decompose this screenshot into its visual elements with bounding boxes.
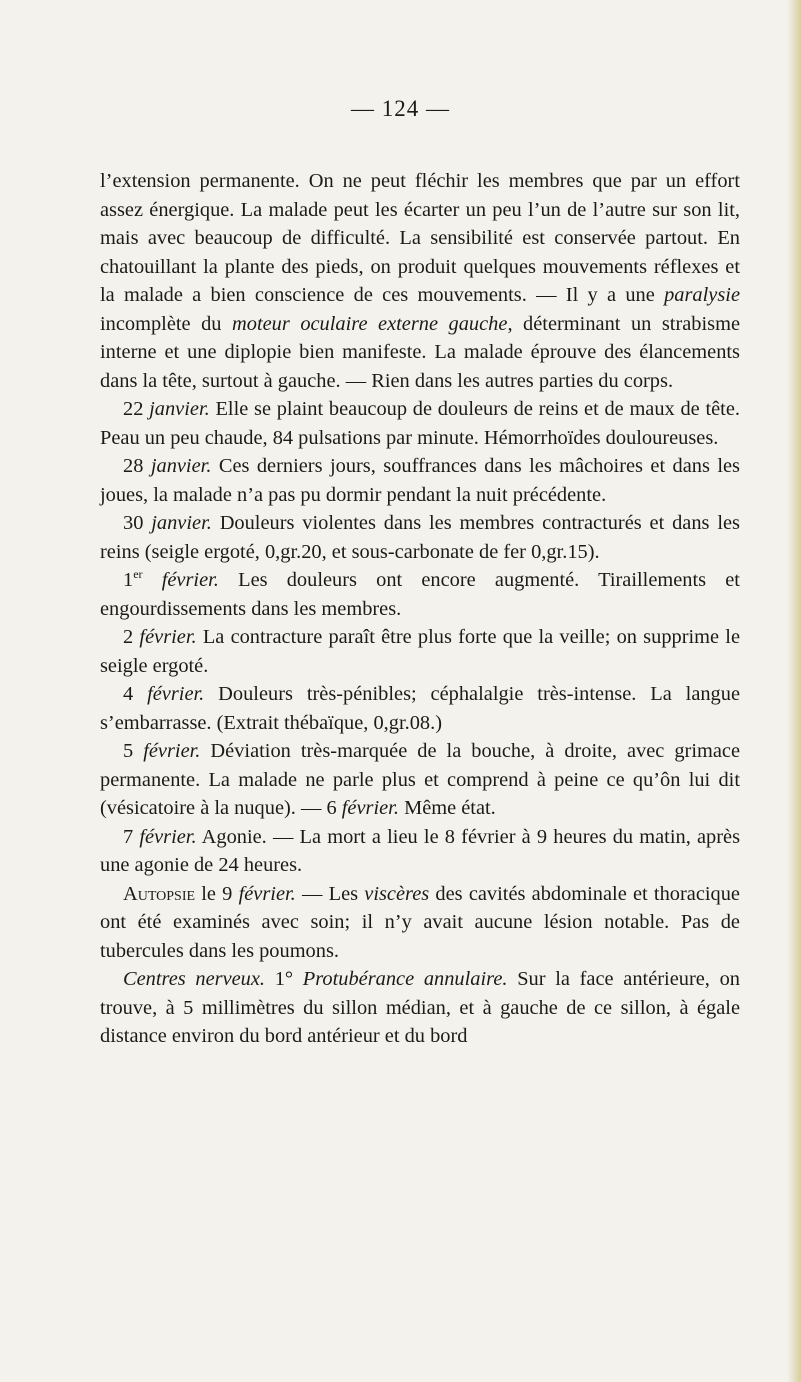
- text-run: Agonie. — La mort a lieu le 8 février à 9 heures du matin, après une agonie de 24 heures.: [100, 825, 741, 876]
- text-run: Elle se plaint beaucoup de douleurs de reins et de maux de tête. Peau un peu chaude, 84 pulsations par minute. Hémorrhoïdes douloureuses.: [100, 398, 740, 449]
- text-run: 5: [123, 740, 144, 762]
- text-run: Les douleurs ont encore augmenté. Tiraillements et engourdissements dans les membres.: [100, 569, 740, 620]
- text-run: Sur la face antérieure, on trouve, à 5 millimètres du sillon médian, et à gauche de ce sillon, à égale distance environ du bord antérieur et du bord: [100, 968, 740, 1047]
- italic-text: janvier.: [151, 512, 212, 534]
- italic-text: février.: [147, 683, 205, 705]
- paragraph: [100, 509, 740, 566]
- italic-text: viscères: [364, 882, 430, 905]
- paragraph: [100, 395, 740, 452]
- italic-text: janvier.: [149, 398, 210, 420]
- paragraph: [100, 680, 740, 737]
- paragraph: [100, 452, 740, 509]
- page-number: — 124 —: [351, 96, 450, 121]
- text-run: Même état.: [398, 797, 496, 819]
- paragraph: [100, 167, 740, 395]
- paragraph: [100, 566, 740, 623]
- italic-text: février.: [139, 825, 197, 848]
- italic-text: février.: [143, 740, 201, 762]
- small-caps-text: Autopsie: [123, 882, 196, 905]
- italic-text: Protubérance annulaire.: [302, 968, 508, 990]
- superscript: er: [133, 567, 143, 582]
- paragraph: [100, 823, 740, 880]
- text-run: 30: [123, 512, 152, 534]
- italic-text: paralysie: [664, 284, 740, 306]
- text-run: 28: [123, 455, 151, 477]
- text-run: 7: [123, 825, 140, 848]
- italic-text: janvier.: [150, 455, 212, 477]
- italic-text: février.: [139, 626, 197, 648]
- paragraph: [100, 965, 740, 1051]
- italic-text: février.: [341, 797, 399, 819]
- italic-text: février.: [161, 569, 219, 591]
- text-run: Déviation très-marquée de la bouche, à droite, avec grimace permanente. La malade ne parle plus et comprend à peine ce qu’ôn lui dit (vésicatoire à la nuque). — 6: [100, 740, 741, 819]
- text-run: 1: [123, 569, 134, 591]
- text-run: , déterminant un strabisme interne et une diplopie bien manifeste. La malade éprouve des élancements dans la tête, surtout à gauche. — Rien dans les autres parties du corps.: [100, 312, 741, 392]
- paragraph: [100, 880, 740, 966]
- text-run: 22: [123, 398, 150, 420]
- page-edge-shadow: [787, 0, 801, 1382]
- body-text: [100, 167, 740, 1051]
- text-run: des cavités abdominale et thoracique ont été examinés avec soin; il n’y avait aucune lésion notable. Pas de tubercules dans les poumons.: [100, 882, 740, 962]
- text-run: — Les: [295, 882, 365, 905]
- text-run: Ces derniers jours, souffrances dans les mâchoires et dans les joues, la malade n’a pas pu dormir pendant la nuit précédente.: [100, 455, 740, 506]
- paragraph: [100, 737, 740, 823]
- text-run: 2: [123, 626, 140, 648]
- italic-text: moteur oculaire externe gauche: [232, 312, 508, 335]
- text-run: [143, 569, 162, 591]
- text-run: Douleurs violentes dans les membres contracturés et dans les reins (seigle ergoté, 0,gr.20, et sous-carbonate de fer 0,gr.15).: [100, 512, 740, 563]
- text-run: 4: [123, 683, 148, 705]
- text-run: incomplète du: [100, 312, 233, 335]
- text-run: 1°: [265, 968, 303, 990]
- text-run: le 9: [195, 882, 239, 905]
- text-run: Douleurs très-pénibles; céphalalgie très-intense. La langue s’embarrasse. (Extrait thébaïque, 0,gr.08.): [100, 683, 741, 734]
- paragraph: [100, 623, 740, 680]
- italic-text: février.: [238, 882, 296, 905]
- text-run: La contracture paraît être plus forte que la veille; on supprime le seigle ergoté.: [100, 626, 741, 677]
- italic-text: Centres nerveux.: [123, 968, 266, 990]
- text-run: l’extension permanente. On ne peut fléchir les membres que par un effort assez énergique. La malade peut les écarter un peu l’un de l’autre sur son lit, mais avec beaucoup de difficulté. La sensibilité est conservée partout. En chatouillant la plante des pieds, on produit quelques mouvements réflexes et la malade a bien conscience de ces mouvements. — Il y a une: [100, 170, 740, 306]
